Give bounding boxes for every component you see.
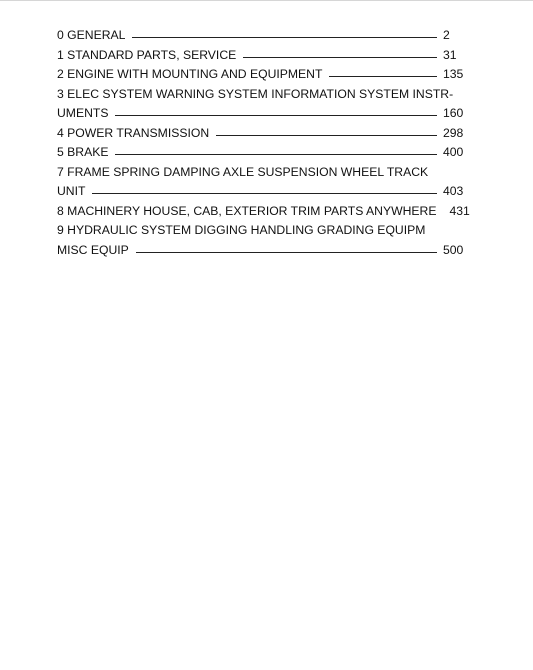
toc-entry[interactable] bbox=[57, 143, 469, 163]
toc-page-number: 2 bbox=[443, 28, 450, 42]
toc-entry-title: UMENTS bbox=[57, 106, 109, 120]
toc-page-number: 135 bbox=[443, 67, 464, 81]
toc-entry-line bbox=[57, 104, 469, 124]
toc-page-number: 403 bbox=[443, 184, 464, 198]
top-border-rule bbox=[0, 0, 533, 1]
toc-entry[interactable] bbox=[57, 202, 469, 222]
toc-entry-line bbox=[57, 182, 469, 202]
toc-entry-title: MISC EQUIP bbox=[57, 242, 129, 257]
toc-entry-line-continued bbox=[57, 85, 469, 105]
toc-entry-line-continued bbox=[57, 163, 469, 183]
toc-entry[interactable] bbox=[57, 163, 469, 202]
toc-entry-title: UNIT bbox=[57, 184, 86, 198]
toc-entry-title: 8 MACHINERY HOUSE, CAB, EXTERIOR TRIM PARTS ANYWHERE bbox=[57, 203, 437, 218]
toc-entry[interactable] bbox=[57, 65, 469, 85]
toc-entry-title: 0 GENERAL bbox=[57, 28, 126, 42]
toc-leader-line bbox=[329, 76, 437, 77]
toc-entry-line bbox=[57, 46, 469, 66]
toc-entry-line bbox=[57, 26, 469, 46]
toc-entry-title: 9 HYDRAULIC SYSTEM DIGGING HANDLING GRADING EQUIPM bbox=[57, 223, 426, 237]
table-of-contents bbox=[57, 26, 469, 260]
toc-entry-line bbox=[57, 124, 469, 144]
toc-entry-title: 4 POWER TRANSMISSION bbox=[57, 125, 210, 140]
toc-entry-line bbox=[57, 241, 469, 261]
toc-entry-line bbox=[57, 65, 469, 85]
toc-page-number: 400 bbox=[443, 145, 464, 159]
toc-entry-title: 2 ENGINE WITH MOUNTING AND EQUIPMENT bbox=[57, 67, 323, 81]
toc-entry-title: 3 ELEC SYSTEM WARNING SYSTEM INFORMATION SYSTEM INSTR- bbox=[57, 86, 454, 101]
toc-leader-line bbox=[136, 252, 437, 253]
toc-page-number: 31 bbox=[443, 47, 457, 62]
toc-page-number: 431 bbox=[449, 203, 470, 218]
toc-entry-line bbox=[57, 143, 469, 163]
toc-leader-line bbox=[132, 37, 437, 38]
toc-leader-line bbox=[243, 57, 437, 58]
toc-page-number: 160 bbox=[443, 106, 464, 120]
toc-leader-line bbox=[92, 193, 437, 194]
toc-entry[interactable] bbox=[57, 85, 469, 124]
toc-entry-line-continued bbox=[57, 221, 469, 241]
toc-entry-title: 1 STANDARD PARTS, SERVICE bbox=[57, 47, 237, 62]
toc-entry[interactable] bbox=[57, 46, 469, 66]
toc-leader-line bbox=[115, 115, 437, 116]
toc-leader-line bbox=[115, 154, 437, 155]
toc-page-number: 298 bbox=[443, 125, 464, 140]
toc-entry[interactable] bbox=[57, 26, 469, 46]
toc-leader-line bbox=[216, 135, 437, 136]
toc-page-number: 500 bbox=[443, 242, 464, 257]
toc-entry-line bbox=[57, 202, 469, 222]
toc-entry-title: 7 FRAME SPRING DAMPING AXLE SUSPENSION WHEEL TRACK bbox=[57, 164, 429, 179]
toc-entry[interactable] bbox=[57, 124, 469, 144]
toc-entry-title: 5 BRAKE bbox=[57, 145, 109, 159]
toc-entry[interactable] bbox=[57, 221, 469, 260]
